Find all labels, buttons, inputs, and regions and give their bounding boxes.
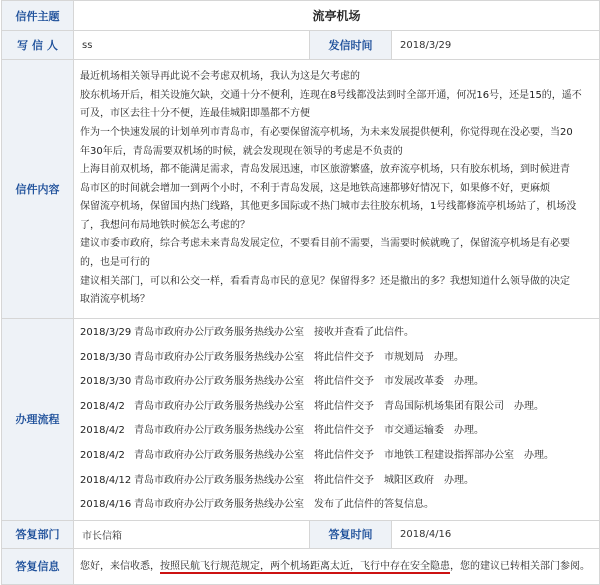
writer-name: ss [74,31,310,60]
send-time-label: 发信时间 [310,31,392,60]
process-item [80,469,593,494]
reply-text-end: ，您的建议已转相关部门参阅。 [450,560,590,572]
process-item [80,370,593,395]
process-date: 2018/3/29 [80,327,132,338]
process-row [2,319,600,521]
process-text: 青岛市政府办公厅政务服务热线办公室 将此信件交予 市发展改革委 办理。 [134,376,484,388]
letter-content [74,60,600,319]
process-list [74,319,600,521]
content-line: 上海目前双机场，都不能满足需求，青岛发展迅速，市区旅游繁盛，放弃流亭机场，只有胶东机场，到时候进青 [80,164,570,176]
reply-time-label: 答复时间 [310,520,392,548]
process-date: 2018/4/2 [80,425,125,437]
process-text: 青岛市政府办公厅政务服务热线办公室 发布了此信件的答复信息。 [134,499,434,511]
reply-text-start: 您好，来信收悉， [80,560,160,572]
content-line: 保留流亭机场，保留国内热门线路，其他更多国际或不热门城市去往胶东机场，1号线都修流亭机场站了，机场没 [80,201,577,213]
content-line: 了，我想问布局地铁时候怎么考虑的？ [80,219,250,231]
content-line: 可及，市区去往十分不便，连最佳城阳即墨都不方便 [80,108,310,120]
writer-row [2,31,600,60]
process-item [80,346,593,371]
content-line: 胶东机场开后，相关设施欠缺，交通十分不便利，连现在8号线都没法到时全部开通，何况16号，还是15的，遥不 [80,89,582,101]
reply-time: 2018/4/16 [392,520,600,548]
process-item [80,419,593,444]
process-date: 2018/4/2 [80,449,125,461]
content-label: 信件内容 [2,60,74,319]
process-date: 2018/4/2 [80,400,125,412]
process-text: 青岛市政府办公厅政务服务热线办公室 将此信件交予 市地铁工程建设指挥部办公室 办理。 [134,449,554,461]
content-line: 取消流亭机场？ [80,294,150,306]
subject-row [2,1,600,31]
process-item [80,395,593,420]
reply-info-row [2,548,600,584]
reply-dept-label: 答复部门 [2,520,74,548]
process-date: 2018/3/30 [80,376,132,388]
process-item [80,321,593,346]
process-date: 2018/3/30 [80,351,132,363]
process-date: 2018/4/16 [80,499,132,511]
letter-subject: 流亭机场 [74,1,600,31]
content-line: 作为一个快速发展的计划单列市青岛市，有必要保留流亭机场，为未来发展提供便利，你觉得现在没必要，当20 [80,126,573,138]
content-line: 建议市委市政府，综合考虑未来青岛发展定位，不要看目前不需要，当需要时候就晚了，保留流亭机场是有必要 [80,238,570,250]
content-line: 岛市区的时间就会增加一到两个小时，不利于青岛发展，这是地铁高速都够好情况下，如果修不好，更麻烦 [80,182,550,194]
reply-info-label: 答复信息 [2,548,74,584]
process-text: 青岛市政府办公厅政务服务热线办公室 接收并查看了此信件。 [134,327,414,338]
content-row [2,60,600,319]
process-text: 青岛市政府办公厅政务服务热线办公室 将此信件交予 青岛国际机场集团有限公司 办理。 [134,400,544,412]
content-line: 最近机场相关领导再此说不会考虑双机场，我认为这是欠考虑的 [80,71,360,83]
reply-info [74,548,600,584]
reply-dept: 市长信箱 [74,520,310,548]
reply-text-highlighted: 按照民航飞行规范规定，两个机场距离太近，飞行中存在安全隐患 [160,560,450,572]
process-item [80,444,593,469]
subject-label: 信件主题 [2,1,74,31]
content-line: 年30年后，青岛需要双机场的时候，就会发现现在领导的考虑是不负责的 [80,145,403,157]
process-item [80,493,593,518]
process-date: 2018/4/12 [80,474,132,486]
letter-detail-table [1,0,600,585]
reply-dept-row [2,520,600,548]
send-time: 2018/3/29 [392,31,600,60]
writer-label: 写 信 人 [2,31,74,60]
process-text: 青岛市政府办公厅政务服务热线办公室 将此信件交予 市交通运输委 办理。 [134,425,484,437]
process-label: 办理流程 [2,319,74,521]
content-line: 的，也是可行的 [80,257,150,269]
process-text: 青岛市政府办公厅政务服务热线办公室 将此信件交予 市规划局 办理。 [134,351,464,363]
process-text: 青岛市政府办公厅政务服务热线办公室 将此信件交予 城阳区政府 办理。 [134,474,474,486]
content-line: 建议相关部门，可以和公交一样，看看青岛市民的意见？保留得多？还是撤出的多？我想知道什么领导做的决定 [80,275,570,287]
